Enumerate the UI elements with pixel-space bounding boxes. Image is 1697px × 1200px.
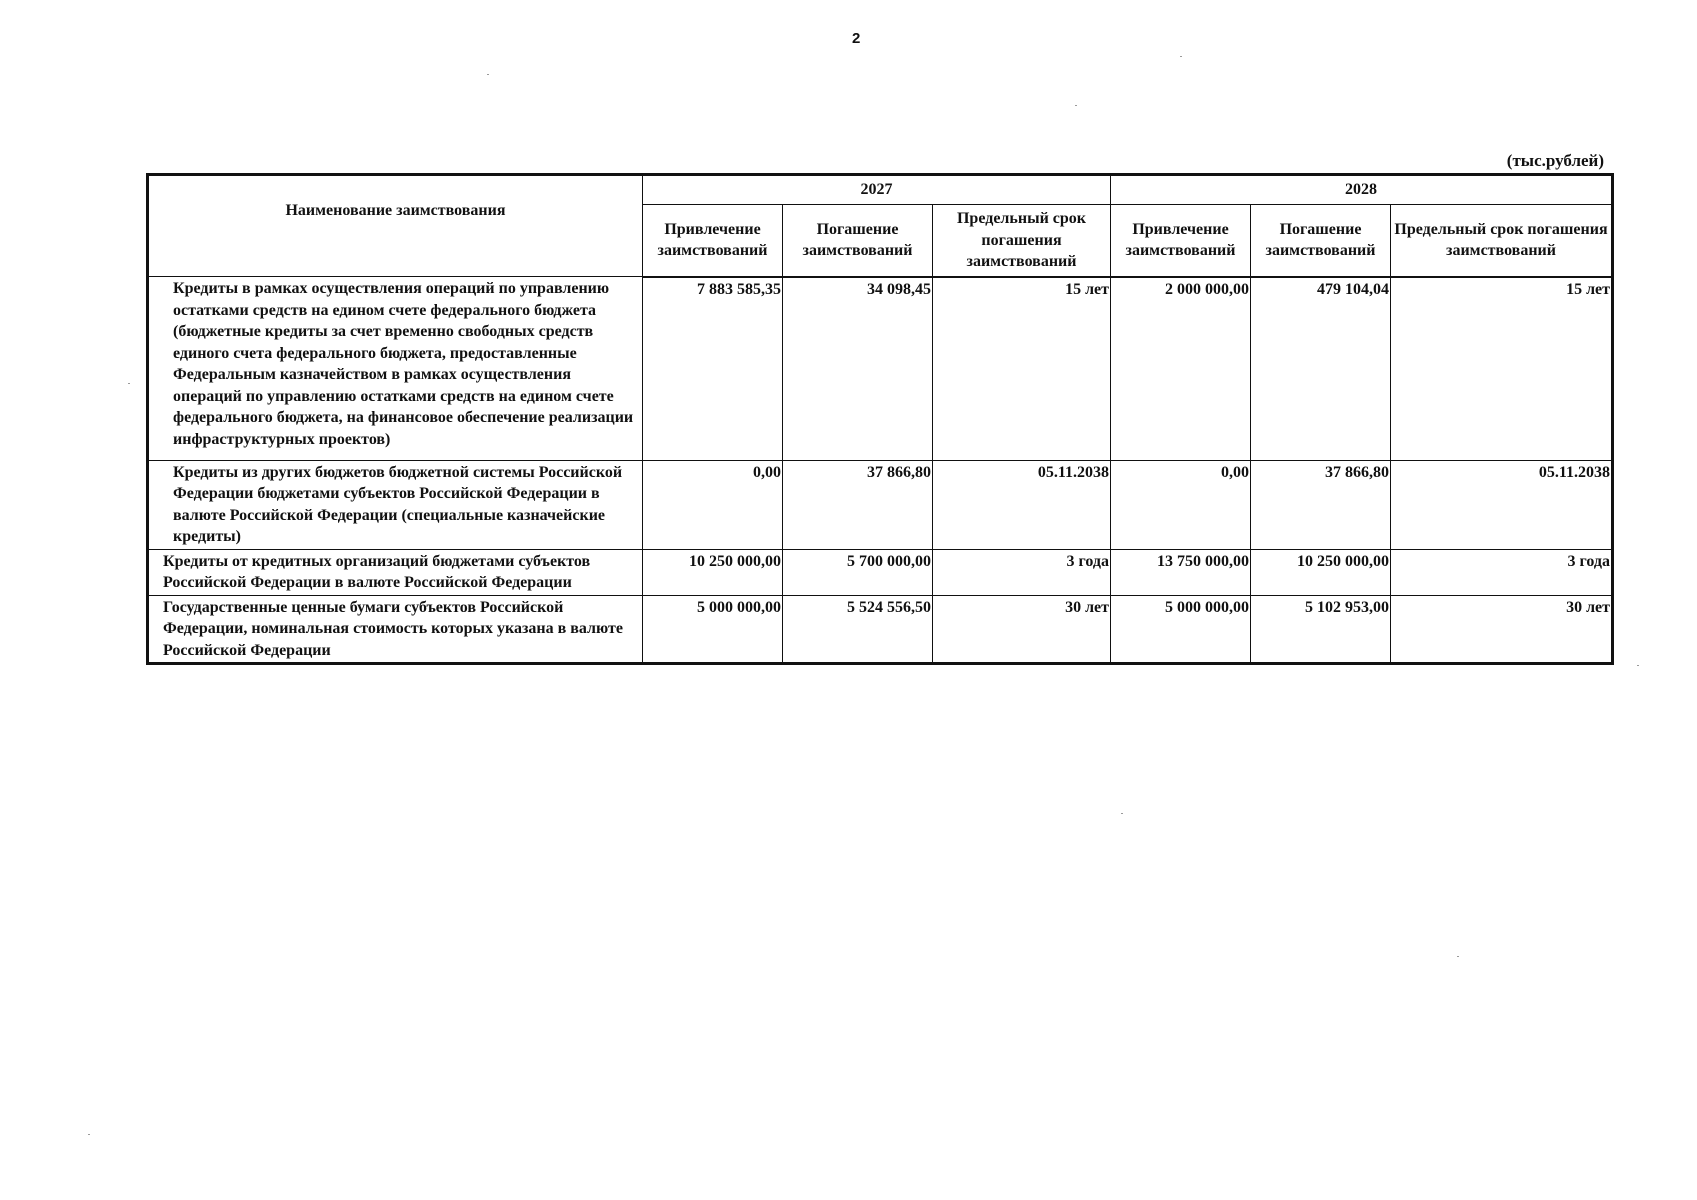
table-row: [148, 277, 1613, 461]
borrowings-table: [146, 173, 1614, 665]
term-2027-value: 30 лет: [933, 595, 1111, 664]
year-header-2028: 2028: [1111, 175, 1613, 205]
repayment-2027-value: 5 524 556,50: [783, 595, 933, 664]
repayment-2028-value: 479 104,04: [1251, 277, 1391, 461]
attraction-2028-value: 0,00: [1111, 460, 1251, 549]
column-header-term-2028: Предельный срок погашения заимствований: [1391, 205, 1613, 277]
term-2028-value: 30 лет: [1391, 595, 1613, 664]
column-header-attraction-2027: Привлечение заимствований: [643, 205, 783, 277]
scan-speck: [88, 1134, 90, 1135]
scan-speck: [1457, 956, 1459, 957]
repayment-2028-value: 10 250 000,00: [1251, 549, 1391, 595]
table-row: [148, 549, 1613, 595]
term-2028-value: 05.11.2038: [1391, 460, 1613, 549]
column-header-term-2027: Предельный срок погашения заимствований: [933, 205, 1111, 277]
term-2028-value: 3 года: [1391, 549, 1613, 595]
attraction-2028-value: 5 000 000,00: [1111, 595, 1251, 664]
repayment-2028-value: 37 866,80: [1251, 460, 1391, 549]
name-column-header: Наименование заимствования: [148, 175, 643, 277]
term-2027-value: 15 лет: [933, 277, 1111, 461]
row-name: Кредиты от кредитных организаций бюджетами субъектов Российской Федерации в валюте Российской Федерации: [148, 549, 643, 595]
attraction-2027-value: 5 000 000,00: [643, 595, 783, 664]
column-header-repayment-2028: Погашение заимствований: [1251, 205, 1391, 277]
scan-speck: [1637, 665, 1639, 666]
year-header-2027: 2027: [643, 175, 1111, 205]
repayment-2028-value: 5 102 953,00: [1251, 595, 1391, 664]
table-row: [148, 595, 1613, 664]
table-row: [148, 460, 1613, 549]
repayment-2027-value: 34 098,45: [783, 277, 933, 461]
attraction-2028-value: 13 750 000,00: [1111, 549, 1251, 595]
attraction-2027-value: 10 250 000,00: [643, 549, 783, 595]
scan-speck: [128, 383, 130, 384]
attraction-2027-value: 7 883 585,35: [643, 277, 783, 461]
term-2027-value: 05.11.2038: [933, 460, 1111, 549]
row-name: Кредиты в рамках осуществления операций по управлению остатками средств на едином счете федерального бюджета (бюджетные кредиты за счет временно свободных средств единого счета федерального бюджета, предоставленные Федеральным казначейством в рамках осуществления операций по управлению остатками средств на едином счете федерального бюджета, на финансовое обеспечение реализации инфраструктурных проектов): [148, 277, 643, 461]
scan-speck: [1121, 813, 1123, 814]
scan-speck: [1180, 56, 1182, 57]
column-header-attraction-2028: Привлечение заимствований: [1111, 205, 1251, 277]
year-header-row: [148, 175, 1613, 205]
term-2028-value: 15 лет: [1391, 277, 1613, 461]
column-header-repayment-2027: Погашение заимствований: [783, 205, 933, 277]
term-2027-value: 3 года: [933, 549, 1111, 595]
units-note: (тыс.рублей): [1506, 151, 1604, 170]
repayment-2027-value: 5 700 000,00: [783, 549, 933, 595]
attraction-2028-value: 2 000 000,00: [1111, 277, 1251, 461]
scan-speck: [487, 74, 489, 75]
row-name: Государственные ценные бумаги субъектов Российской Федерации, номинальная стоимость которых указана в валюте Российской Федерации: [148, 595, 643, 664]
repayment-2027-value: 37 866,80: [783, 460, 933, 549]
page-number: 2: [852, 30, 861, 47]
row-name: Кредиты из других бюджетов бюджетной системы Российской Федерации бюджетами субъектов Российской Федерации в валюте Российской Федерации (специальные казначейские кредиты): [148, 460, 643, 549]
scan-speck: [1075, 105, 1077, 106]
attraction-2027-value: 0,00: [643, 460, 783, 549]
